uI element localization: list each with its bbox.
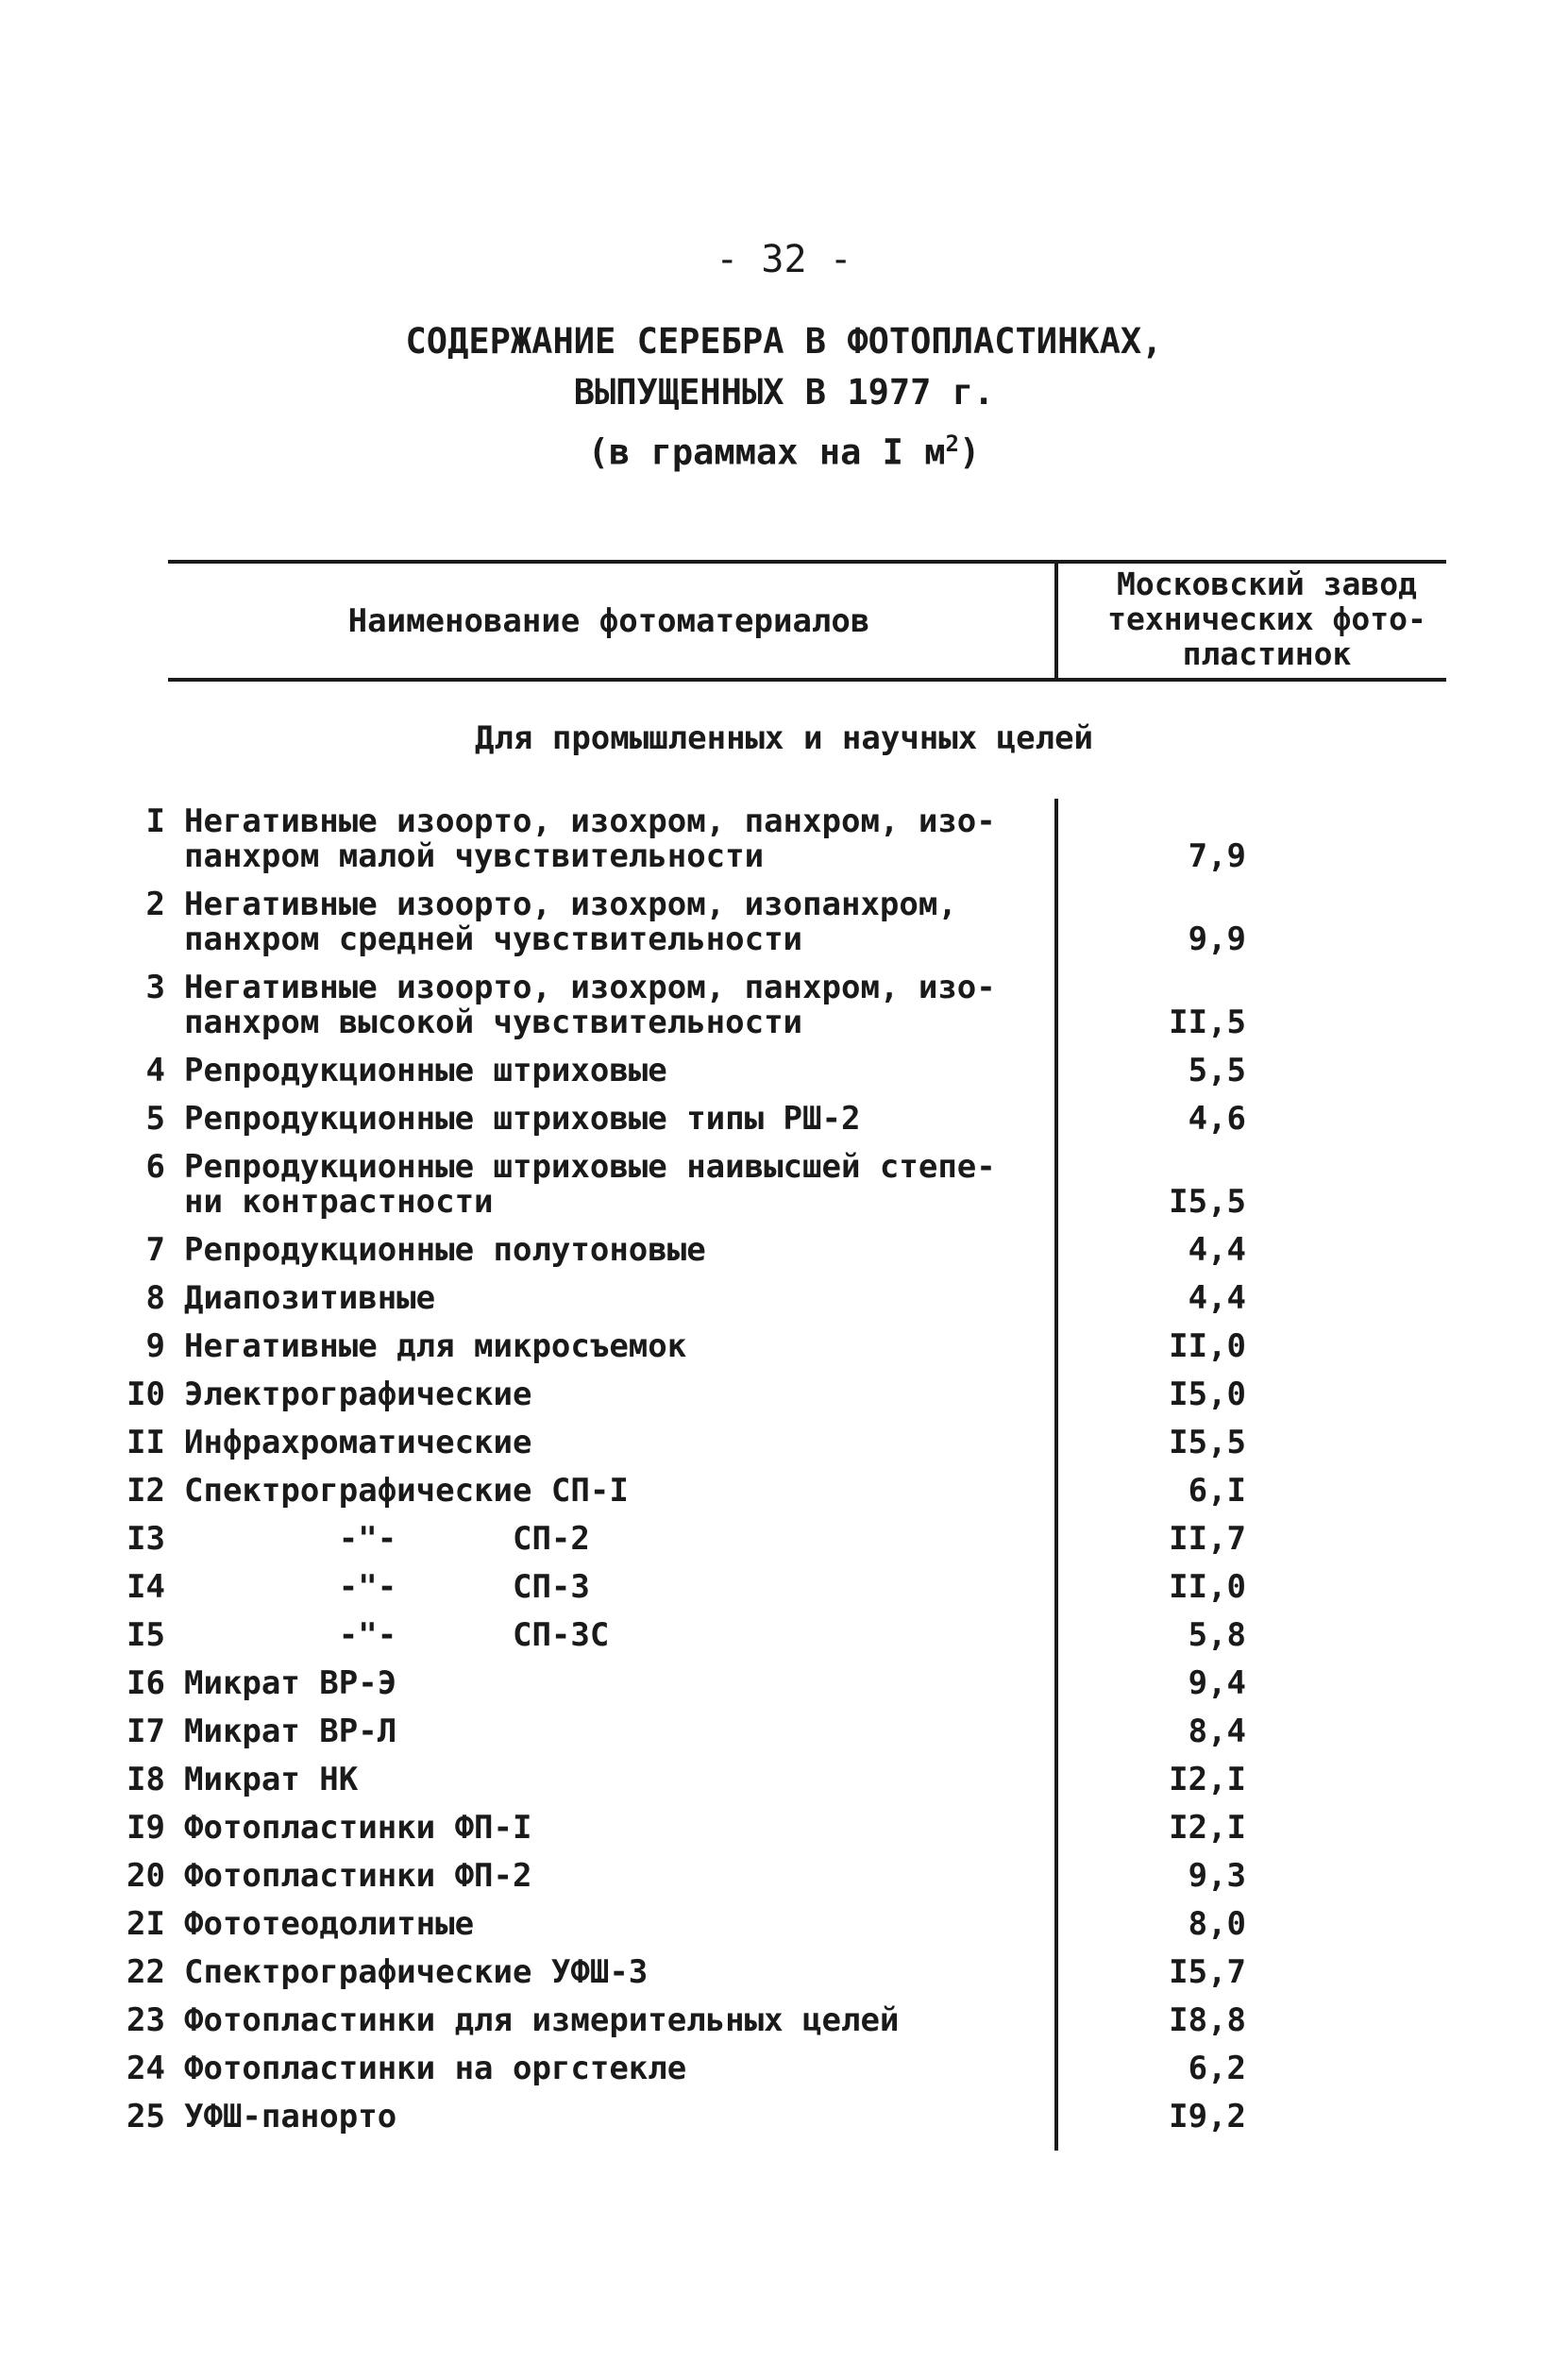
row-material-name: Микрат ВР-Л — [184, 1713, 397, 1750]
table-row — [0, 1377, 1568, 1412]
row-number: I0 — [126, 1376, 165, 1413]
row-material-name: Фотопластинки ФП-I — [184, 1809, 532, 1847]
title-line-1: СОДЕРЖАНИЕ СЕРЕБРА В ФОТОПЛАСТИНКАХ, — [405, 321, 1163, 362]
table-row — [0, 2100, 1568, 2135]
section-title: Для промышленных и научных целей — [474, 719, 1094, 757]
table-row — [0, 1281, 1568, 1316]
row-material-name: Спектрографические УФШ-3 — [184, 1953, 649, 1991]
table-row — [0, 1054, 1568, 1089]
column-header-value-line-2: технических фото- — [1107, 600, 1426, 637]
row-material-name: Спектрографические СП-I — [184, 1472, 629, 1510]
table-row — [0, 1522, 1568, 1557]
row-material-name: Репродукционные штриховые — [184, 1052, 667, 1089]
table-row — [0, 1474, 1568, 1509]
row-material-name: Негативные изоорто, изохром, изопанхром, панхром средней чувствительности — [184, 886, 957, 958]
table-row — [0, 804, 1568, 874]
row-number: 4 — [145, 1052, 165, 1089]
row-number: I9 — [126, 1809, 165, 1847]
row-silver-value: 8,0 — [1188, 1905, 1246, 1943]
title-units — [0, 418, 1568, 478]
table-row — [0, 971, 1568, 1040]
row-silver-value: I5,7 — [1169, 1953, 1246, 1991]
table-row — [0, 1570, 1568, 1605]
row-silver-value: 4,6 — [1188, 1100, 1246, 1138]
row-number: 2I — [126, 1905, 165, 1943]
table-row — [0, 1714, 1568, 1749]
row-silver-value: II,7 — [1169, 1520, 1246, 1558]
row-material-name: Негативные изоорто, изохром, панхром, изо- панхром малой чувствительности — [184, 802, 996, 875]
row-silver-value: 4,4 — [1188, 1279, 1246, 1317]
row-material-name: Репродукционные штриховые наивысшей степе- ни контрастности — [184, 1148, 996, 1221]
row-material-name: Диапозитивные — [184, 1279, 436, 1317]
table-row — [0, 1859, 1568, 1894]
table-row — [0, 1102, 1568, 1137]
column-header-value-line-3: пластинок — [1182, 635, 1352, 672]
units-suffix: ) — [958, 431, 981, 473]
row-material-name: Фототеодолитные — [184, 1905, 475, 1943]
row-material-name: Микрат ВР-Э — [184, 1664, 397, 1702]
row-silver-value: I5,0 — [1169, 1376, 1246, 1413]
table-row — [0, 1618, 1568, 1653]
table-row — [0, 1811, 1568, 1846]
row-number: 20 — [126, 1857, 165, 1895]
row-silver-value: 8,4 — [1188, 1713, 1246, 1750]
table-row — [0, 1955, 1568, 1990]
row-silver-value: 6,I — [1188, 1472, 1246, 1510]
row-material-name: Негативные для микросъемок — [184, 1327, 687, 1365]
row-material-name: Негативные изоорто, изохром, панхром, изо- панхром высокой чувствительности — [184, 969, 996, 1041]
row-silver-value: 6,2 — [1188, 2050, 1246, 2087]
row-silver-value: 7,9 — [1188, 837, 1246, 875]
page-number: - 32 - — [716, 238, 852, 281]
column-header-value — [1078, 566, 1456, 671]
row-silver-value: I9,2 — [1169, 2098, 1246, 2135]
row-material-name: Электрографические — [184, 1376, 532, 1413]
table-row — [0, 2003, 1568, 2038]
row-silver-value: 4,4 — [1188, 1231, 1246, 1269]
row-number: 8 — [145, 1279, 165, 1317]
table-row — [0, 1150, 1568, 1220]
row-number: I — [145, 802, 165, 840]
row-number: 5 — [145, 1100, 165, 1138]
row-silver-value: I8,8 — [1169, 2001, 1246, 2039]
row-material-name: Фотопластинки для измерительных целей — [184, 2001, 900, 2039]
column-header-name: Наименование фотоматериалов — [347, 602, 870, 640]
row-silver-value: I2,I — [1169, 1809, 1246, 1847]
row-number: 24 — [126, 2050, 165, 2087]
row-silver-value: 5,5 — [1188, 1052, 1246, 1089]
row-number: 6 — [145, 1148, 165, 1186]
row-silver-value: II,0 — [1169, 1568, 1246, 1606]
row-number: 22 — [126, 1953, 165, 1991]
table-header-divider — [1054, 560, 1058, 682]
table-row — [0, 2051, 1568, 2086]
table-top-rule — [168, 560, 1446, 564]
row-silver-value: 5,8 — [1188, 1616, 1246, 1654]
row-material-name: Инфрахроматические — [184, 1424, 532, 1461]
title-line-2: ВЫПУЩЕННЫХ В 1977 г. — [573, 372, 995, 413]
row-silver-value: II,0 — [1169, 1327, 1246, 1365]
row-material-name: УФШ-панорто — [184, 2098, 397, 2135]
row-material-name: -"- СП-3С — [184, 1616, 610, 1654]
row-silver-value: 9,3 — [1188, 1857, 1246, 1895]
table-row — [0, 1666, 1568, 1701]
row-number: 25 — [126, 2098, 165, 2135]
row-silver-value: II,5 — [1169, 1004, 1246, 1041]
row-number: 23 — [126, 2001, 165, 2039]
table-row — [0, 1233, 1568, 1268]
row-number: I4 — [126, 1568, 165, 1606]
row-number: 2 — [145, 886, 165, 923]
row-number: I2 — [126, 1472, 165, 1510]
row-material-name: Репродукционные штриховые типы РШ-2 — [184, 1100, 861, 1138]
row-number: I5 — [126, 1616, 165, 1654]
row-number: I6 — [126, 1664, 165, 1702]
table-row — [0, 1329, 1568, 1364]
column-header-value-line-1: Московский завод — [1117, 565, 1417, 602]
row-material-name: -"- СП-2 — [184, 1520, 590, 1558]
row-material-name: Фотопластинки на оргстекле — [184, 2050, 687, 2087]
table-header-rule — [168, 678, 1446, 682]
row-number: 3 — [145, 969, 165, 1006]
table-row — [0, 1763, 1568, 1798]
row-material-name: Репродукционные полутоновые — [184, 1231, 706, 1269]
row-number: 7 — [145, 1231, 165, 1269]
table-row — [0, 1907, 1568, 1942]
row-silver-value: 9,9 — [1188, 920, 1246, 958]
document-title — [0, 316, 1568, 478]
units-superscript: 2 — [945, 430, 959, 457]
row-number: I3 — [126, 1520, 165, 1558]
row-silver-value: I2,I — [1169, 1761, 1246, 1798]
table-row — [0, 887, 1568, 957]
row-material-name: Микрат НК — [184, 1761, 359, 1798]
row-material-name: Фотопластинки ФП-2 — [184, 1857, 532, 1895]
row-number: I7 — [126, 1713, 165, 1750]
row-number: II — [126, 1424, 165, 1461]
row-silver-value: 9,4 — [1188, 1664, 1246, 1702]
row-silver-value: I5,5 — [1169, 1424, 1246, 1461]
row-silver-value: I5,5 — [1169, 1183, 1246, 1221]
row-number: I8 — [126, 1761, 165, 1798]
table-row — [0, 1426, 1568, 1460]
row-number: 9 — [145, 1327, 165, 1365]
units-prefix: (в граммах на I м — [587, 431, 946, 473]
row-material-name: -"- СП-3 — [184, 1568, 590, 1606]
